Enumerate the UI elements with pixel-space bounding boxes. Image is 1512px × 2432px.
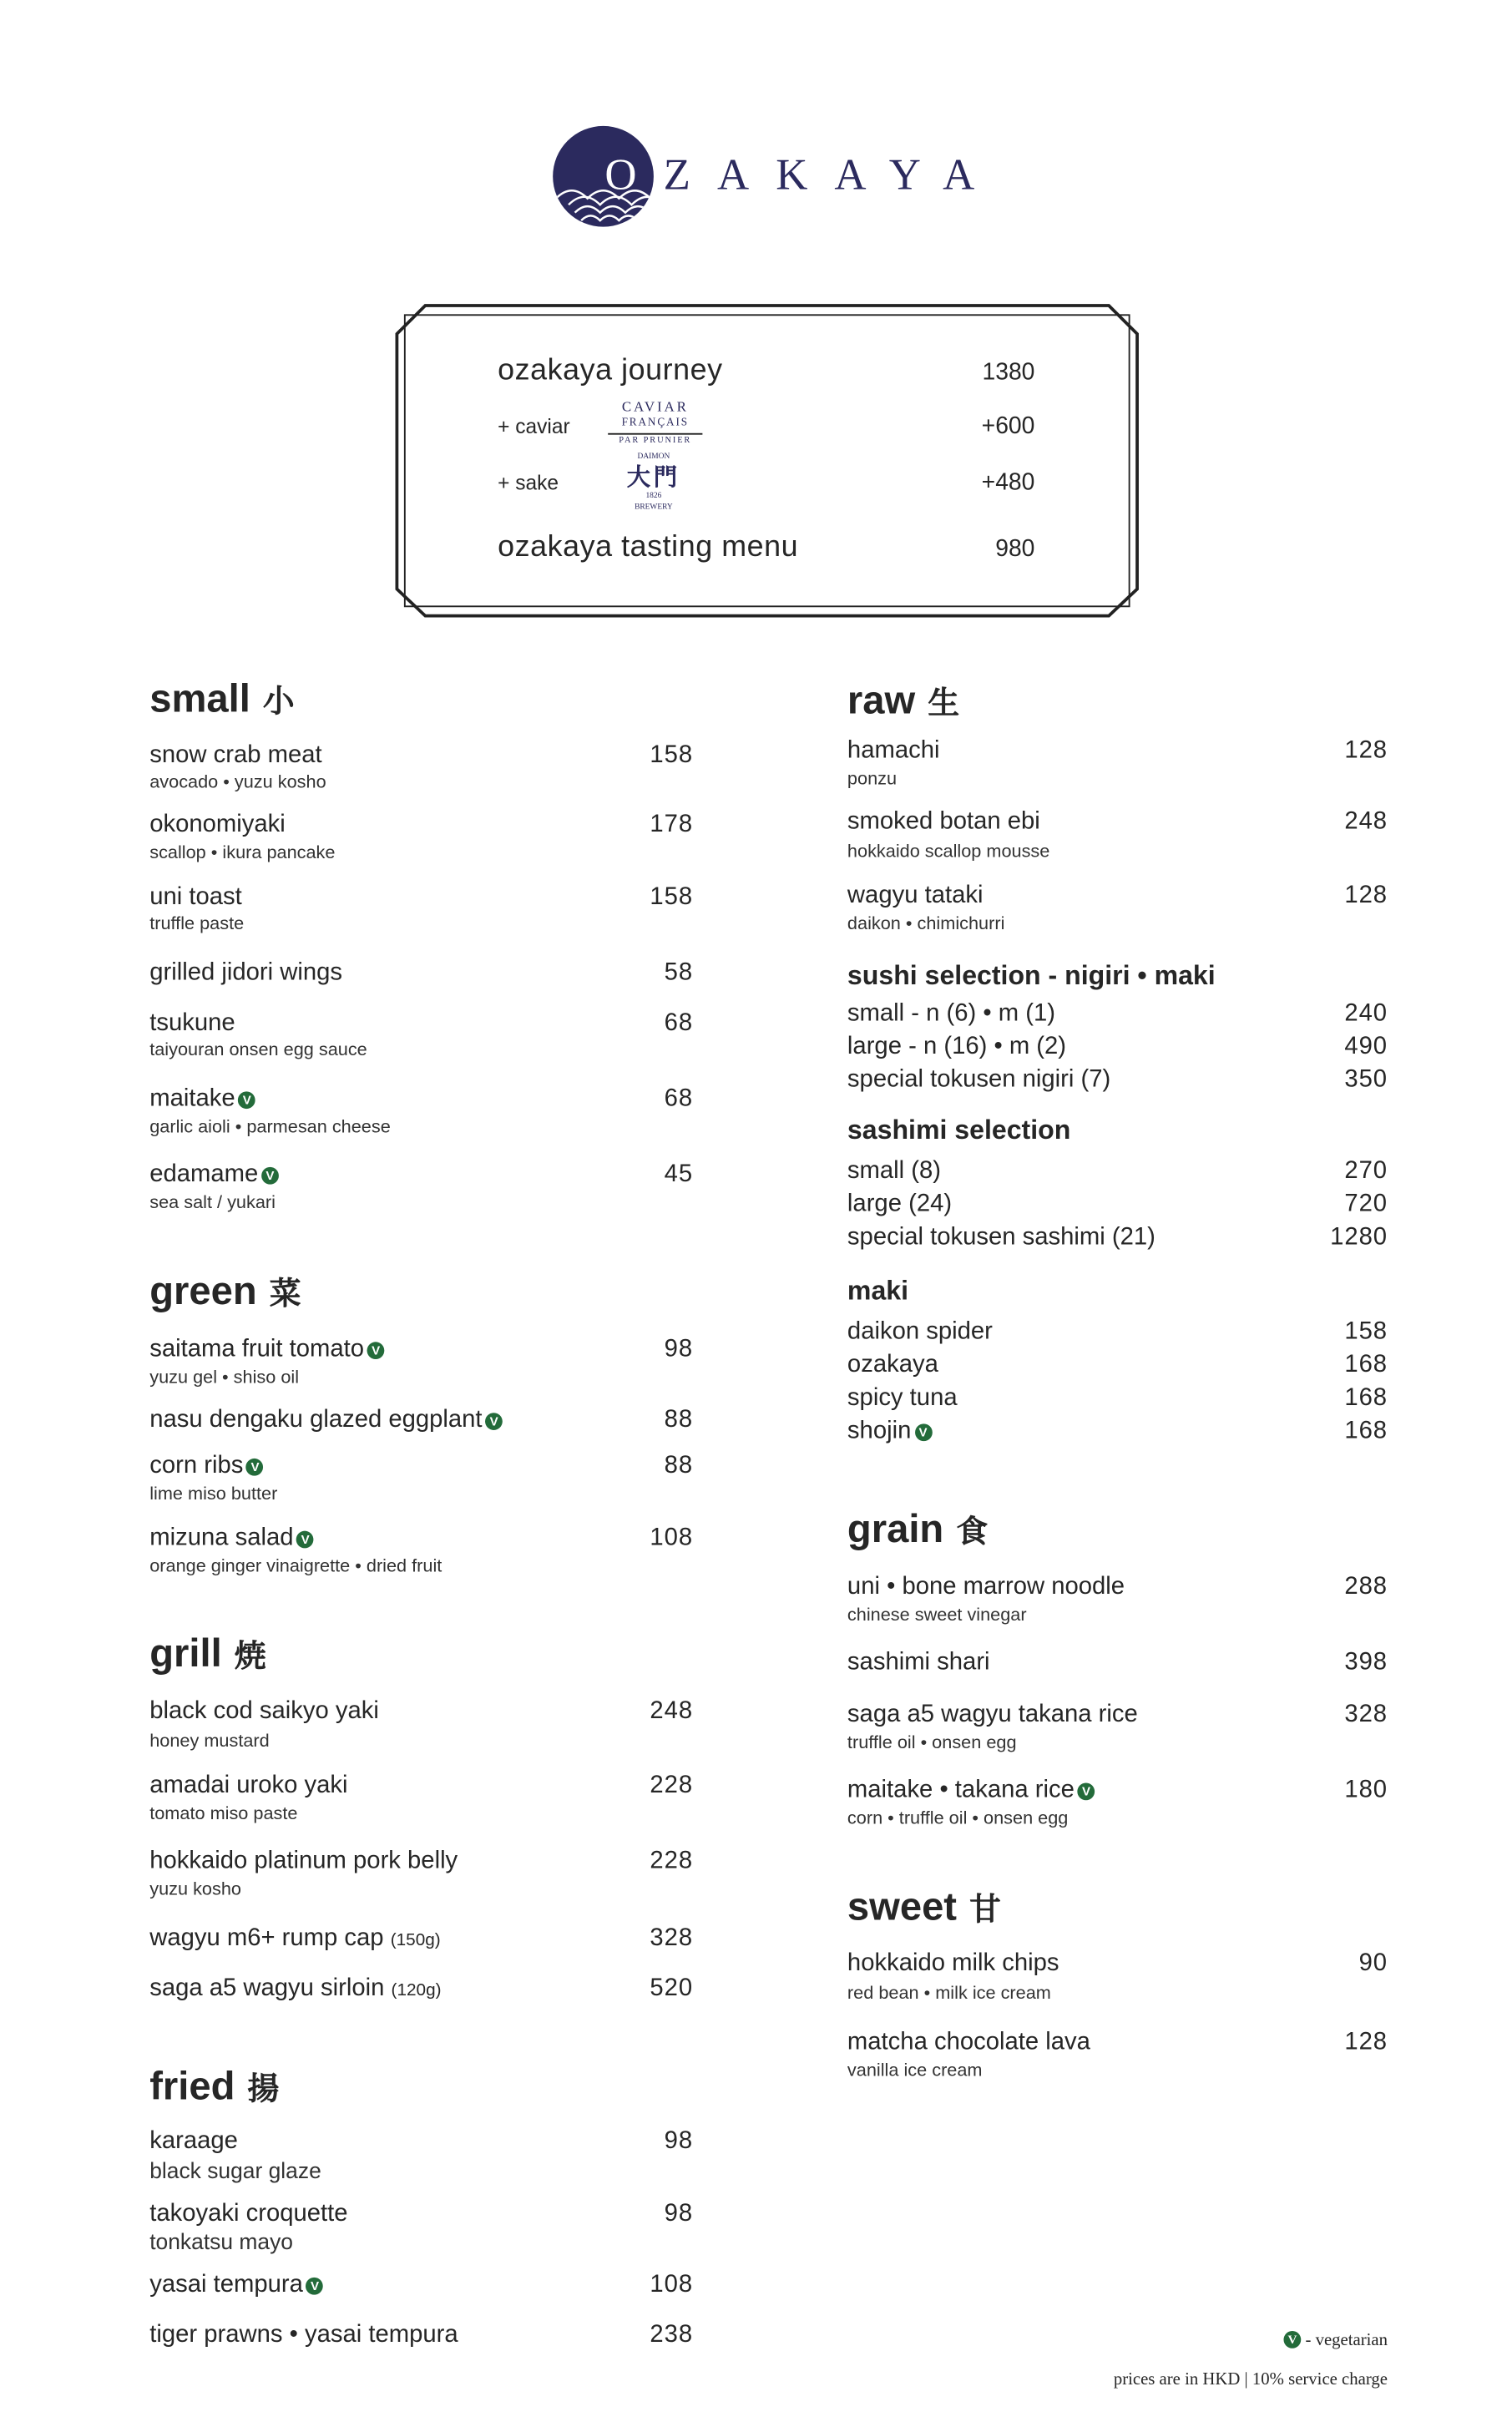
- section-title: sweet: [847, 1885, 958, 1929]
- menu-item-name: [847, 1350, 938, 1382]
- menu-item-name: [149, 1450, 264, 1482]
- menu-item-name: [149, 1923, 441, 1956]
- item-name-text: small (8): [847, 1157, 942, 1185]
- item-name-text: ozakaya: [847, 1351, 938, 1378]
- brand-logo-text: [604, 151, 1001, 201]
- vegetarian-legend: [1281, 2331, 1388, 2350]
- menu-item-description: orange ginger vinaigrette • dried fruit: [149, 1557, 442, 1577]
- menu-item-price: 68: [664, 1085, 694, 1112]
- menu-item-name: [847, 881, 984, 913]
- menu-item-name: [149, 741, 321, 772]
- item-name-text: grilled jidori wings: [149, 958, 342, 986]
- item-name-text: takoyaki croquette: [149, 2200, 348, 2227]
- item-name-text: maitake: [149, 1085, 235, 1112]
- menu-item-name: [847, 1700, 1138, 1732]
- item-portion-note: (120g): [391, 1981, 442, 2000]
- menu-item-price: 180: [1344, 1776, 1388, 1804]
- section-heading-grain: [847, 1505, 988, 1554]
- menu-item-description: scallop • ikura pancake: [149, 844, 336, 863]
- tasting-menu-frame: [394, 302, 1142, 620]
- menu-item-name: [149, 1084, 255, 1115]
- menu-item-description: ponzu: [847, 770, 898, 790]
- item-name-text: nasu dengaku glazed eggplant: [149, 1406, 483, 1433]
- item-name-text: large - n (16) • m (2): [847, 1033, 1067, 1060]
- section-heading-small: [149, 675, 294, 724]
- menu-item-name: [847, 1064, 1110, 1096]
- item-name-text: wagyu m6+ rump cap: [149, 1924, 384, 1952]
- section-heading-sweet: [847, 1883, 1001, 1932]
- menu-item-name: [847, 1032, 1066, 1064]
- menu-item-name: [149, 1523, 314, 1555]
- menu-item-price: 88: [664, 1406, 694, 1433]
- logo-letter-o: O: [604, 151, 664, 200]
- menu-item-price: 720: [1344, 1191, 1388, 1218]
- sake-price: +480: [981, 469, 1035, 497]
- item-name-text: wagyu tataki: [847, 882, 984, 909]
- section-heading-grill: [149, 1631, 265, 1679]
- journey-price: 1380: [982, 359, 1035, 387]
- menu-item-price: 520: [650, 1974, 694, 2002]
- section-kanji: 小: [262, 681, 295, 720]
- menu-item-name: [847, 1647, 990, 1679]
- menu-item-price: 98: [664, 2127, 694, 2155]
- item-name-text: special tokusen sashimi (21): [847, 1223, 1155, 1251]
- sake-brand-name: DAIMON: [637, 453, 670, 462]
- item-name-text: large (24): [847, 1191, 953, 1218]
- menu-item-price: 158: [1344, 1318, 1388, 1346]
- item-name-text: mizuna salad: [149, 1524, 294, 1552]
- menu-item-price: 98: [664, 2200, 694, 2227]
- menu-item-description: tonkatsu mayo: [149, 2228, 294, 2254]
- menu-item-price: 228: [650, 1847, 694, 1874]
- tasting-menu-label: ozakaya tasting menu: [498, 530, 799, 564]
- menu-item-name: [847, 1156, 941, 1188]
- caviar-label: + caviar: [498, 414, 570, 438]
- item-name-text: yasai tempura: [149, 2271, 303, 2298]
- menu-item-price: 108: [650, 2271, 694, 2298]
- menu-item-name: [847, 1317, 993, 1348]
- vegetarian-icon: V: [367, 1342, 385, 1359]
- menu-item-name: [847, 1383, 958, 1414]
- item-name-text: small - n (6) • m (1): [847, 999, 1055, 1027]
- menu-item-name: [847, 1222, 1155, 1254]
- section-kanji: 揚: [247, 2069, 280, 2108]
- sake-brand-kanji: 大門: [626, 463, 680, 492]
- menu-item-price: 288: [1344, 1573, 1388, 1600]
- menu-item-price: 240: [1344, 999, 1388, 1027]
- vegetarian-icon: V: [1284, 2331, 1302, 2349]
- section-kanji: 甘: [969, 1889, 1001, 1929]
- item-name-text: saga a5 wagyu takana rice: [847, 1701, 1138, 1728]
- menu-item-price: 168: [1344, 1417, 1388, 1444]
- section-title: sushi selection - nigiri • maki: [847, 960, 1216, 991]
- item-name-text: saitama fruit tomato: [149, 1335, 364, 1363]
- section-heading-raw: [847, 677, 959, 726]
- section-kanji: 焼: [234, 1636, 266, 1675]
- item-name-text: uni toast: [149, 883, 242, 911]
- menu-item-price: 88: [664, 1452, 694, 1479]
- item-name-text: tsukune: [149, 1009, 235, 1037]
- caviar-francais-logo: [608, 398, 702, 448]
- menu-item-description: hokkaido scallop mousse: [847, 842, 1050, 862]
- section-title: fried: [149, 2065, 235, 2110]
- sake-label: + sake: [498, 471, 559, 495]
- menu-item-description: sea salt / yukari: [149, 1193, 276, 1213]
- menu-item-price: 270: [1344, 1157, 1388, 1185]
- tasting-menu-price: 980: [995, 535, 1035, 563]
- menu-item-name: [149, 882, 242, 913]
- section-kanji: 食: [956, 1512, 989, 1550]
- menu-item-description: truffle paste: [149, 915, 245, 934]
- logo-letters-rest: ZAKAYA: [663, 151, 1002, 200]
- menu-item-name: [149, 958, 342, 989]
- menu-item-name: [149, 810, 286, 842]
- menu-item-name: [847, 1572, 1125, 1604]
- section-heading-sushi: [847, 959, 1216, 994]
- menu-item-price: 238: [650, 2321, 694, 2349]
- menu-item-price: 158: [650, 741, 694, 769]
- menu-item-price: 398: [1344, 1649, 1388, 1676]
- caviar-brand-line2: FRANÇAIS: [608, 416, 702, 435]
- section-heading-sashimi: [847, 1114, 1070, 1149]
- menu-item-description: avocado • yuzu kosho: [149, 773, 326, 792]
- section-heading-maki: [847, 1274, 908, 1309]
- menu-item-price: 128: [1344, 2028, 1388, 2055]
- menu-item-name: [847, 1949, 1059, 1980]
- vegetarian-icon: V: [914, 1423, 932, 1441]
- item-name-text: spicy tuna: [847, 1384, 958, 1412]
- menu-item-description: honey mustard: [149, 1732, 270, 1752]
- caviar-price: +600: [981, 412, 1035, 440]
- menu-item-name: [149, 1770, 347, 1802]
- vegetarian-icon: V: [485, 1413, 503, 1430]
- menu-item-price: 58: [664, 958, 694, 986]
- section-kanji: 菜: [269, 1274, 301, 1312]
- section-title: grill: [149, 1631, 222, 1676]
- menu-item-price: 128: [1344, 736, 1388, 764]
- menu-item-name: [149, 1405, 503, 1437]
- section-kanji: 生: [928, 683, 960, 722]
- menu-item-price: 90: [1358, 1949, 1388, 1977]
- section-heading-fried: [149, 2063, 279, 2111]
- menu-item-name: [847, 999, 1055, 1030]
- vegetarian-icon: V: [238, 1091, 255, 1109]
- menu-item-name: [149, 2199, 347, 2231]
- menu-item-name: [149, 2126, 238, 2158]
- menu-item-name: [847, 1416, 932, 1448]
- menu-item-name: [149, 1846, 458, 1878]
- prices-note: prices are in HKD | 10% service charge: [1113, 2370, 1388, 2389]
- menu-item-price: 98: [664, 1335, 694, 1363]
- item-portion-note: (150g): [390, 1930, 441, 1950]
- item-name-text: maitake • takana rice: [847, 1776, 1075, 1804]
- daimon-brewery-logo: [604, 452, 702, 513]
- menu-item-name: [149, 1008, 235, 1039]
- menu-item-price: 350: [1344, 1066, 1388, 1094]
- menu-item-name: [149, 2269, 323, 2301]
- menu-item-price: 108: [650, 1524, 694, 1552]
- menu-item-name: [149, 1334, 384, 1366]
- menu-item-description: garlic aioli • parmesan cheese: [149, 1118, 391, 1138]
- menu-item-price: 68: [664, 1009, 694, 1037]
- menu-item-price: 168: [1344, 1384, 1388, 1412]
- menu-item-description: black sugar glaze: [149, 2157, 321, 2183]
- item-name-text: special tokusen nigiri (7): [847, 1066, 1111, 1094]
- menu-item-name: [847, 1189, 952, 1221]
- item-name-text: tiger prawns • yasai tempura: [149, 2321, 458, 2349]
- menu-item-price: 228: [650, 1772, 694, 1799]
- menu-item-description: vanilla ice cream: [847, 2061, 983, 2081]
- vegetarian-legend-text: - vegetarian: [1305, 2331, 1388, 2350]
- menu-item-name: [847, 736, 940, 767]
- vegetarian-icon: V: [1078, 1783, 1095, 1801]
- menu-item-description: lime miso butter: [149, 1484, 278, 1504]
- caviar-brand-line3: PAR PRUNIER: [619, 436, 692, 446]
- item-name-text: snow crab meat: [149, 741, 322, 769]
- item-name-text: edamame: [149, 1160, 259, 1188]
- menu-item-price: 328: [1344, 1701, 1388, 1728]
- vegetarian-icon: V: [296, 1531, 314, 1549]
- item-name-text: hokkaido milk chips: [847, 1949, 1059, 1977]
- item-name-text: sashimi shari: [847, 1649, 990, 1676]
- item-name-text: hamachi: [847, 736, 940, 764]
- menu-item-name: [149, 1159, 279, 1191]
- menu-item-price: 490: [1344, 1033, 1388, 1060]
- item-name-text: hokkaido platinum pork belly: [149, 1847, 458, 1874]
- section-title: grain: [847, 1507, 944, 1552]
- vegetarian-icon: V: [306, 2278, 324, 2295]
- menu-item-price: 328: [650, 1924, 694, 1952]
- menu-item-name: [847, 1775, 1095, 1807]
- sake-brand-brewery: BREWERY: [635, 503, 673, 513]
- menu-item-price: 178: [650, 811, 694, 838]
- menu-item-description: corn • truffle oil • onsen egg: [847, 1809, 1069, 1829]
- section-title: maki: [847, 1276, 909, 1306]
- item-name-text: amadai uroko yaki: [149, 1772, 348, 1799]
- menu-item-name: [149, 2320, 458, 2352]
- menu-item-price: 248: [650, 1697, 694, 1725]
- menu-item-price: 168: [1344, 1351, 1388, 1378]
- menu-item-price: 158: [650, 883, 694, 911]
- menu-item-description: tomato miso paste: [149, 1804, 298, 1824]
- item-name-text: black cod saikyo yaki: [149, 1697, 379, 1725]
- section-title: raw: [847, 679, 916, 723]
- section-title: green: [149, 1269, 257, 1314]
- item-name-text: okonomiyaki: [149, 811, 286, 838]
- section-title: small: [149, 677, 250, 722]
- menu-item-name: [149, 1974, 441, 2007]
- menu-item-name: [149, 1696, 379, 1728]
- item-name-text: shojin: [847, 1417, 912, 1444]
- menu-item-description: red bean • milk ice cream: [847, 1984, 1051, 2004]
- journey-label: ozakaya journey: [498, 354, 723, 388]
- vegetarian-icon: V: [261, 1167, 279, 1185]
- sake-brand-year: 1826: [645, 493, 662, 501]
- menu-item-description: chinese sweet vinegar: [847, 1606, 1027, 1626]
- item-name-text: uni • bone marrow noodle: [847, 1573, 1125, 1600]
- section-heading-green: [149, 1268, 301, 1317]
- menu-item-price: 1280: [1330, 1223, 1388, 1251]
- menu-item-name: [847, 806, 1040, 838]
- caviar-brand-line1: CAVIAR: [621, 398, 689, 415]
- menu-item-description: daikon • chimichurri: [847, 915, 1005, 934]
- menu-item-description: truffle oil • onsen egg: [847, 1734, 1017, 1753]
- menu-item-description: taiyouran onsen egg sauce: [149, 1040, 367, 1060]
- vegetarian-icon: V: [246, 1459, 264, 1476]
- item-name-text: matcha chocolate lava: [847, 2028, 1090, 2055]
- menu-item-description: yuzu gel • shiso oil: [149, 1368, 300, 1388]
- item-name-text: saga a5 wagyu sirloin: [149, 1974, 385, 2002]
- menu-item-price: 45: [664, 1160, 694, 1188]
- item-name-text: smoked botan ebi: [847, 807, 1040, 835]
- menu-item-price: 128: [1344, 882, 1388, 909]
- item-name-text: karaage: [149, 2127, 238, 2155]
- item-name-text: corn ribs: [149, 1452, 244, 1479]
- menu-item-description: yuzu kosho: [149, 1880, 241, 1900]
- item-name-text: daikon spider: [847, 1318, 993, 1346]
- menu-item-price: 248: [1344, 807, 1388, 835]
- menu-item-name: [847, 2027, 1090, 2059]
- section-title: sashimi selection: [847, 1115, 1071, 1145]
